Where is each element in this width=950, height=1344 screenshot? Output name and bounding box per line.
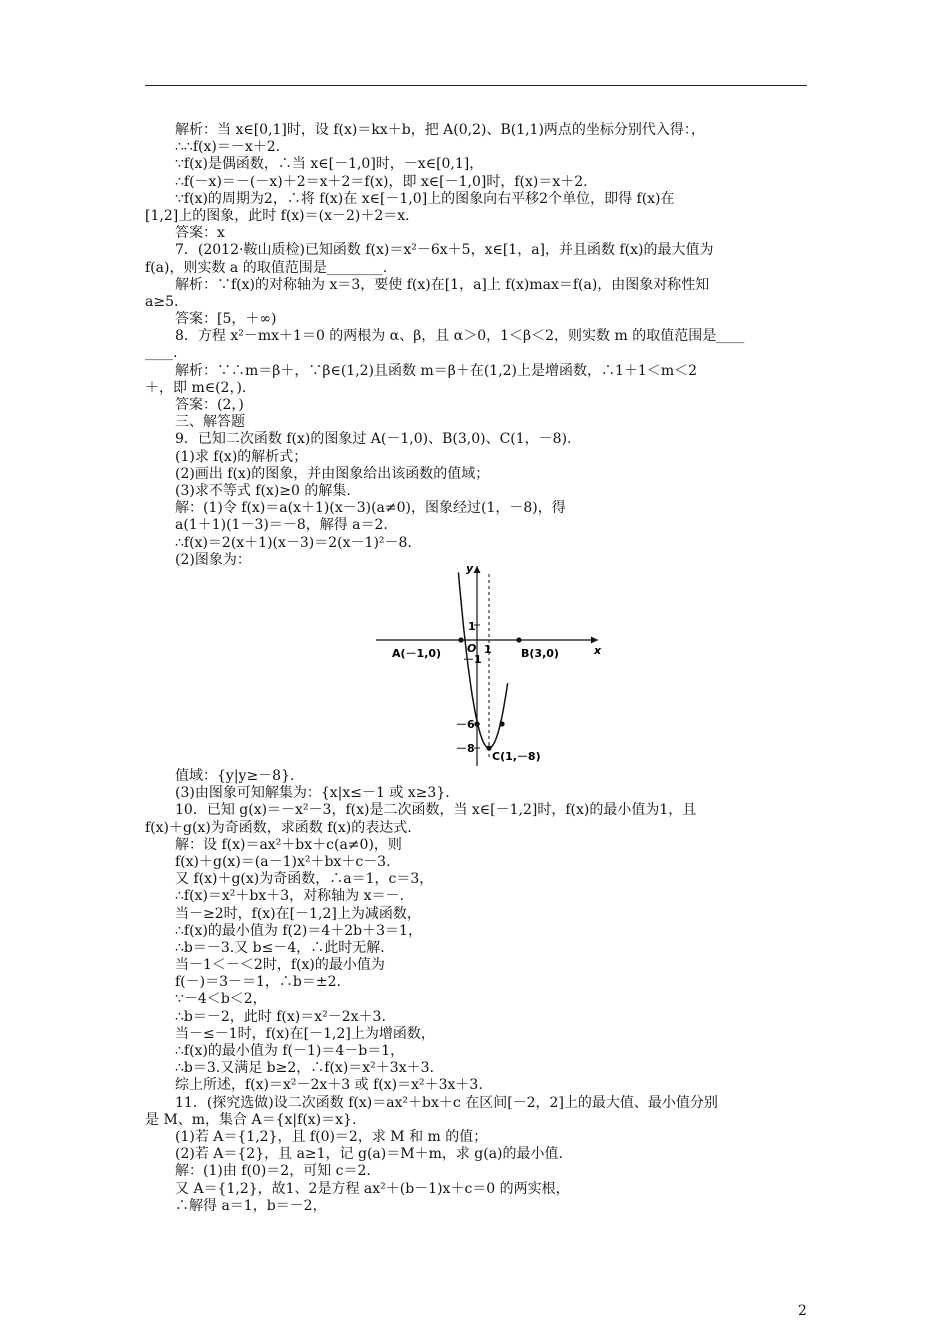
text-line: 当－1＜－＜2时，f(x)的最小值为	[175, 957, 385, 974]
text-line: ____.	[145, 345, 178, 362]
text-line: ∴解得 a＝1，b＝－2，	[175, 1197, 327, 1214]
text-line: a≥5.	[145, 293, 179, 310]
text-line: 答案：x	[175, 225, 225, 242]
text-line: ∵f(x)的周期为2，∴将 f(x)在 x∈[－1,0]上的图象向右平移2个单位，即得 f(x)在	[175, 190, 675, 207]
text-line: 10．已知 g(x)＝－x²－3，f(x)是二次函数，当 x∈[－1,2]时，f(x)的最小值为1，且	[175, 802, 697, 819]
text-line: (2)若 A＝{2}，且 a≥1，记 g(a)＝M＋m，求 g(a)的最小值.	[175, 1146, 563, 1163]
text-line: ∵－4＜b＜2，	[175, 991, 267, 1008]
text-line: f(x)＋g(x)＝(a－1)x²＋bx＋c－3.	[175, 853, 391, 870]
text-line: (1)若 A＝{1,2}，且 f(0)＝2，求 M 和 m 的值；	[175, 1128, 488, 1145]
point-b	[516, 637, 521, 642]
label-y-axis: y	[466, 562, 474, 575]
text-line: a(1＋1)(1－3)＝－8，解得 a＝2.	[175, 517, 388, 534]
text-line: 又 f(x)＋g(x)为奇函数，∴a＝1，c＝3，	[175, 871, 434, 888]
text-line: ∴f(－x)＝－(－x)＋2＝x＋2＝f(x)，即 x∈[－1,0]时，f(x)＝x＋2.	[175, 173, 588, 190]
text-line: 解：(1)由 f(0)＝2，可知 c＝2.	[175, 1163, 371, 1180]
text-block-top	[145, 122, 815, 569]
text-line: ∴f(x)的最小值为 f(－1)＝4－b＝1，	[175, 1043, 405, 1059]
label-origin: O	[467, 642, 477, 655]
text-line: ＋，即 m∈(2，).	[145, 379, 247, 396]
label-point-c: C(1,－8)	[492, 750, 541, 763]
text-line: 综上所述，f(x)＝x²－2x＋3 或 f(x)＝x²＋3x＋3.	[175, 1077, 483, 1094]
label-tick-x1: 1	[484, 643, 492, 656]
text-line: ∴b＝－2，此时 f(x)＝x²－2x＋3.	[175, 1008, 386, 1025]
section-heading: 三、解答题	[175, 414, 245, 431]
text-line: 当－≥2时，f(x)在[－1,2]上为减函数，	[175, 905, 421, 922]
text-line: 值域：{y|y≥－8}.	[175, 768, 295, 784]
text-line: f(a)，则实数 a 的取值范围是________.	[145, 259, 388, 276]
label-tick-ym6: －6	[456, 718, 475, 731]
text-line: ∴b＝3.又满足 b≥2，∴f(x)＝x²＋3x＋3.	[175, 1060, 434, 1077]
text-line: 11．(探究选做)设二次函数 f(x)＝ax²＋bx＋c 在区间[－2，2]上的最大值、最小值分别	[175, 1094, 718, 1111]
label-point-b: B(3,0)	[521, 647, 559, 660]
point-a	[458, 637, 463, 642]
text-line: ∴∴f(x)＝－x＋2.	[175, 139, 281, 156]
header-rule	[145, 85, 807, 86]
text-line: 解析：∵∴m＝β＋，∵β∈(1,2)且函数 m＝β＋在(1,2)上是增函数，∴1＋1＜m＜2	[175, 362, 698, 379]
point-y-intercept	[474, 721, 479, 726]
label-tick-ym8: －8	[456, 742, 475, 755]
text-line: 答案：(2，)	[175, 397, 244, 413]
page-number: 2	[798, 1303, 807, 1319]
text-line: (3)求不等式 f(x)≥0 的解集.	[175, 482, 351, 499]
parabola-graph	[372, 560, 608, 770]
text-line: 7．(2012·鞍山质检)已知函数 f(x)＝x²－6x＋5，x∈[1，a]，并且函数 f(x)的最大值为	[175, 242, 714, 259]
text-line: (2)画出 f(x)的图象，并由图象给出该函数的值域；	[175, 465, 490, 482]
parabola-figure	[372, 560, 608, 770]
text-line: 答案：[5，＋∞)	[175, 311, 277, 328]
text-line: 解：(1)令 f(x)＝a(x＋1)(x－3)(a≠0)，图象经过(1，－8)，得	[175, 500, 566, 517]
text-line: 当－≤－1时，f(x)在[－1,2]上为增函数，	[175, 1025, 435, 1042]
text-line: 9．已知二次函数 f(x)的图象过 A(－1,0)、B(3,0)、C(1，－8).	[175, 431, 572, 448]
text-line: ∴f(x)＝x²＋bx＋3，对称轴为 x＝－.	[175, 888, 404, 905]
text-line: 8．方程 x²－mx＋1＝0 的两根为 α、β，且 α＞0，1＜β＜2，则实数 m 的取值范围是____	[175, 328, 745, 345]
label-tick-y1: 1	[468, 620, 476, 633]
text-line: ∴f(x)的最小值为 f(2)＝4＋2b＋3＝1，	[175, 922, 422, 939]
point-c	[486, 745, 491, 750]
text-line: (1)求 f(x)的解析式；	[175, 448, 308, 465]
text-line: 解：设 f(x)＝ax²＋bx＋c(a≠0)，则	[175, 836, 402, 853]
text-line: 又 A＝{1,2}，故1、2是方程 ax²＋(b－1)x＋c＝0 的两实根，	[175, 1180, 570, 1197]
label-x-axis: x	[594, 644, 602, 657]
text-line: 是 M、m，集合 A＝{x|f(x)＝x}.	[145, 1111, 357, 1128]
text-line: ∵f(x)是偶函数，∴当 x∈[－1,0]时，－x∈[0,1]，	[175, 156, 484, 173]
text-line: ∴f(x)＝2(x＋1)(x－3)＝2(x－1)²－8.	[175, 534, 412, 551]
text-line: [1,2]上的图象，此时 f(x)＝(x－2)＋2＝x.	[145, 207, 410, 224]
text-line: 解析：当 x∈[0,1]时，设 f(x)＝kx＋b，把 A(0,2)、B(1,1)两点的坐标分别代入得：，	[175, 122, 705, 138]
label-point-a: A(－1,0)	[392, 647, 442, 660]
text-line: f(x)＋g(x)为奇函数，求函数 f(x)的表达式.	[145, 819, 412, 836]
text-line: f(－)＝3－＝1，∴b＝±2.	[175, 974, 341, 991]
text-line: (3)由图象可知解集为：{x|x≤－1 或 x≥3}.	[175, 785, 450, 802]
text-line: ∴b＝－3.又 b≤－4，∴此时无解.	[175, 939, 385, 956]
text-line: (2)图象为：	[175, 551, 251, 568]
label-tick-ym1: －1	[463, 653, 482, 666]
text-line: 解析：∵f(x)的对称轴为 x＝3，要使 f(x)在[1，a]上 f(x)max＝f(a)，由图象对称性知	[175, 276, 710, 293]
text-block-bottom	[145, 768, 815, 1215]
point-symmetric	[499, 721, 504, 726]
